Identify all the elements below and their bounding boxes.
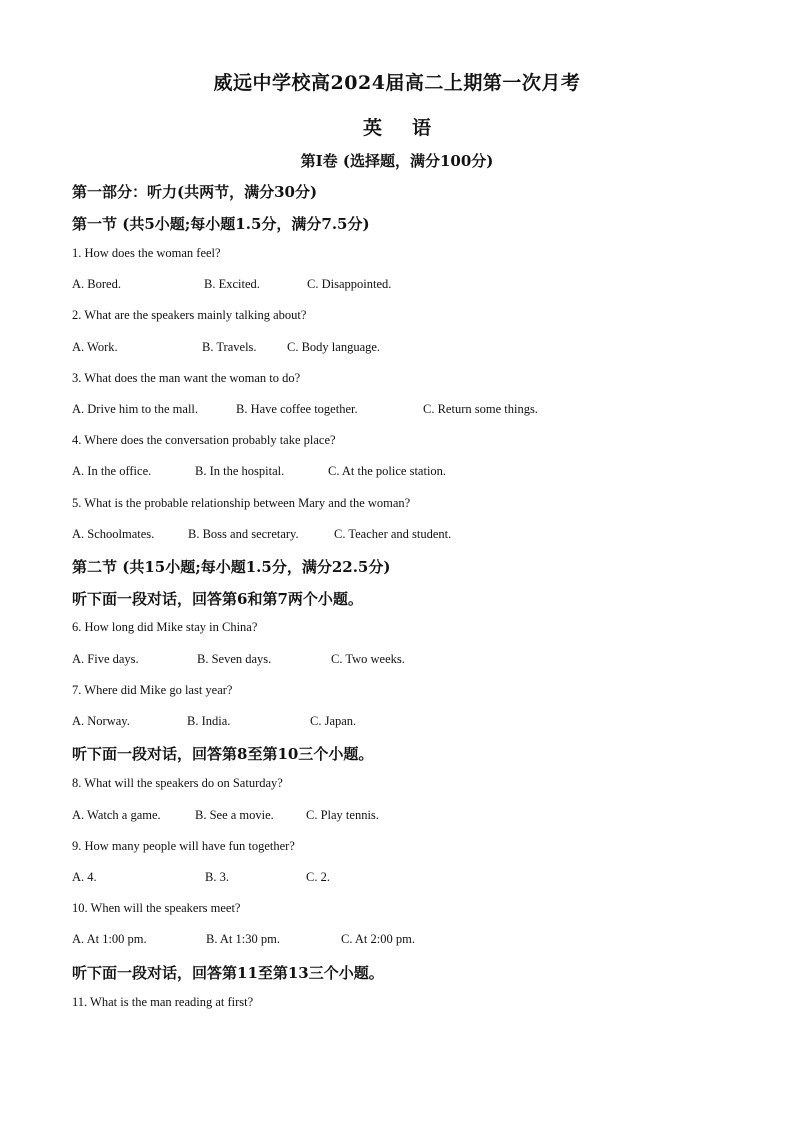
q10-option-c: C. At 2:00 pm. <box>341 932 415 946</box>
question-5: 5. What is the probable relationship between Mary and the woman? <box>72 496 411 510</box>
q8-option-c: C. Play tennis. <box>306 808 379 822</box>
q6-option-b: B. Seven days. <box>197 652 272 666</box>
question-10: 10. When will the speakers meet? <box>72 901 241 915</box>
q1-option-a: A. Bored. <box>72 277 121 291</box>
question-4: 4. Where does the conversation probably take place? <box>72 433 336 447</box>
q3-option-c: C. Return some things. <box>423 402 538 416</box>
q8-option-b: B. See a movie. <box>195 808 274 822</box>
q9-option-b: B. 3. <box>205 870 229 884</box>
instruction-q11-13: 听下面一段对话，回答第11至第13三个小题。 <box>72 964 384 982</box>
section2-heading: 第二节 (共15小题;每小题1.5分，满分22.5分) <box>72 558 391 576</box>
q10-option-b: B. At 1:30 pm. <box>206 932 280 946</box>
q2-option-c: C. Body language. <box>287 340 381 354</box>
q5-option-b: B. Boss and secretary. <box>188 527 299 541</box>
question-7: 7. Where did Mike go last year? <box>72 683 233 697</box>
instruction-q6-7: 听下面一段对话，回答第6和第7两个小题。 <box>72 590 363 608</box>
part1-heading: 第一部分：听力(共两节，满分30分) <box>72 183 318 201</box>
question-1: 1. How does the woman feel? <box>72 246 221 260</box>
q5-option-c: C. Teacher and student. <box>334 527 452 541</box>
question-6: 6. How long did Mike stay in China? <box>72 620 258 634</box>
q6-option-c: C. Two weeks. <box>331 652 405 666</box>
question-11: 11. What is the man reading at first? <box>72 995 254 1009</box>
q3-option-a: A. Drive him to the mall. <box>72 402 199 416</box>
exam-title: 威远中学校高2024届高二上期第一次月考 <box>213 72 581 94</box>
q3-option-b: B. Have coffee together. <box>236 402 358 416</box>
question-3: 3. What does the man want the woman to do? <box>72 371 301 385</box>
q8-option-a: A. Watch a game. <box>72 808 161 822</box>
q2-option-b: B. Travels. <box>202 340 257 354</box>
volume-title: 第Ⅰ卷 (选择题，满分100分) <box>300 152 494 170</box>
q10-option-a: A. At 1:00 pm. <box>72 932 147 946</box>
question-9: 9. How many people will have fun together? <box>72 839 295 853</box>
section1-heading: 第一节 (共5小题;每小题1.5分，满分7.5分) <box>72 215 370 233</box>
question-8: 8. What will the speakers do on Saturday? <box>72 776 283 790</box>
question-2: 2. What are the speakers mainly talking about? <box>72 308 307 322</box>
q7-option-a: A. Norway. <box>72 714 130 728</box>
instruction-q8-10: 听下面一段对话，回答第8至第10三个小题。 <box>72 745 374 763</box>
q4-option-c: C. At the police station. <box>328 464 447 478</box>
q7-option-b: B. India. <box>187 714 231 728</box>
q1-option-c: C. Disappointed. <box>307 277 392 291</box>
q4-option-b: B. In the hospital. <box>195 464 285 478</box>
q6-option-a: A. Five days. <box>72 652 139 666</box>
q9-option-a: A. 4. <box>72 870 97 884</box>
q7-option-c: C. Japan. <box>310 714 357 728</box>
q1-option-b: B. Excited. <box>204 277 260 291</box>
q5-option-a: A. Schoolmates. <box>72 527 155 541</box>
subject-title: 英语 <box>362 117 461 139</box>
q4-option-a: A. In the office. <box>72 464 152 478</box>
q2-option-a: A. Work. <box>72 340 118 354</box>
q9-option-c: C. 2. <box>306 870 330 884</box>
